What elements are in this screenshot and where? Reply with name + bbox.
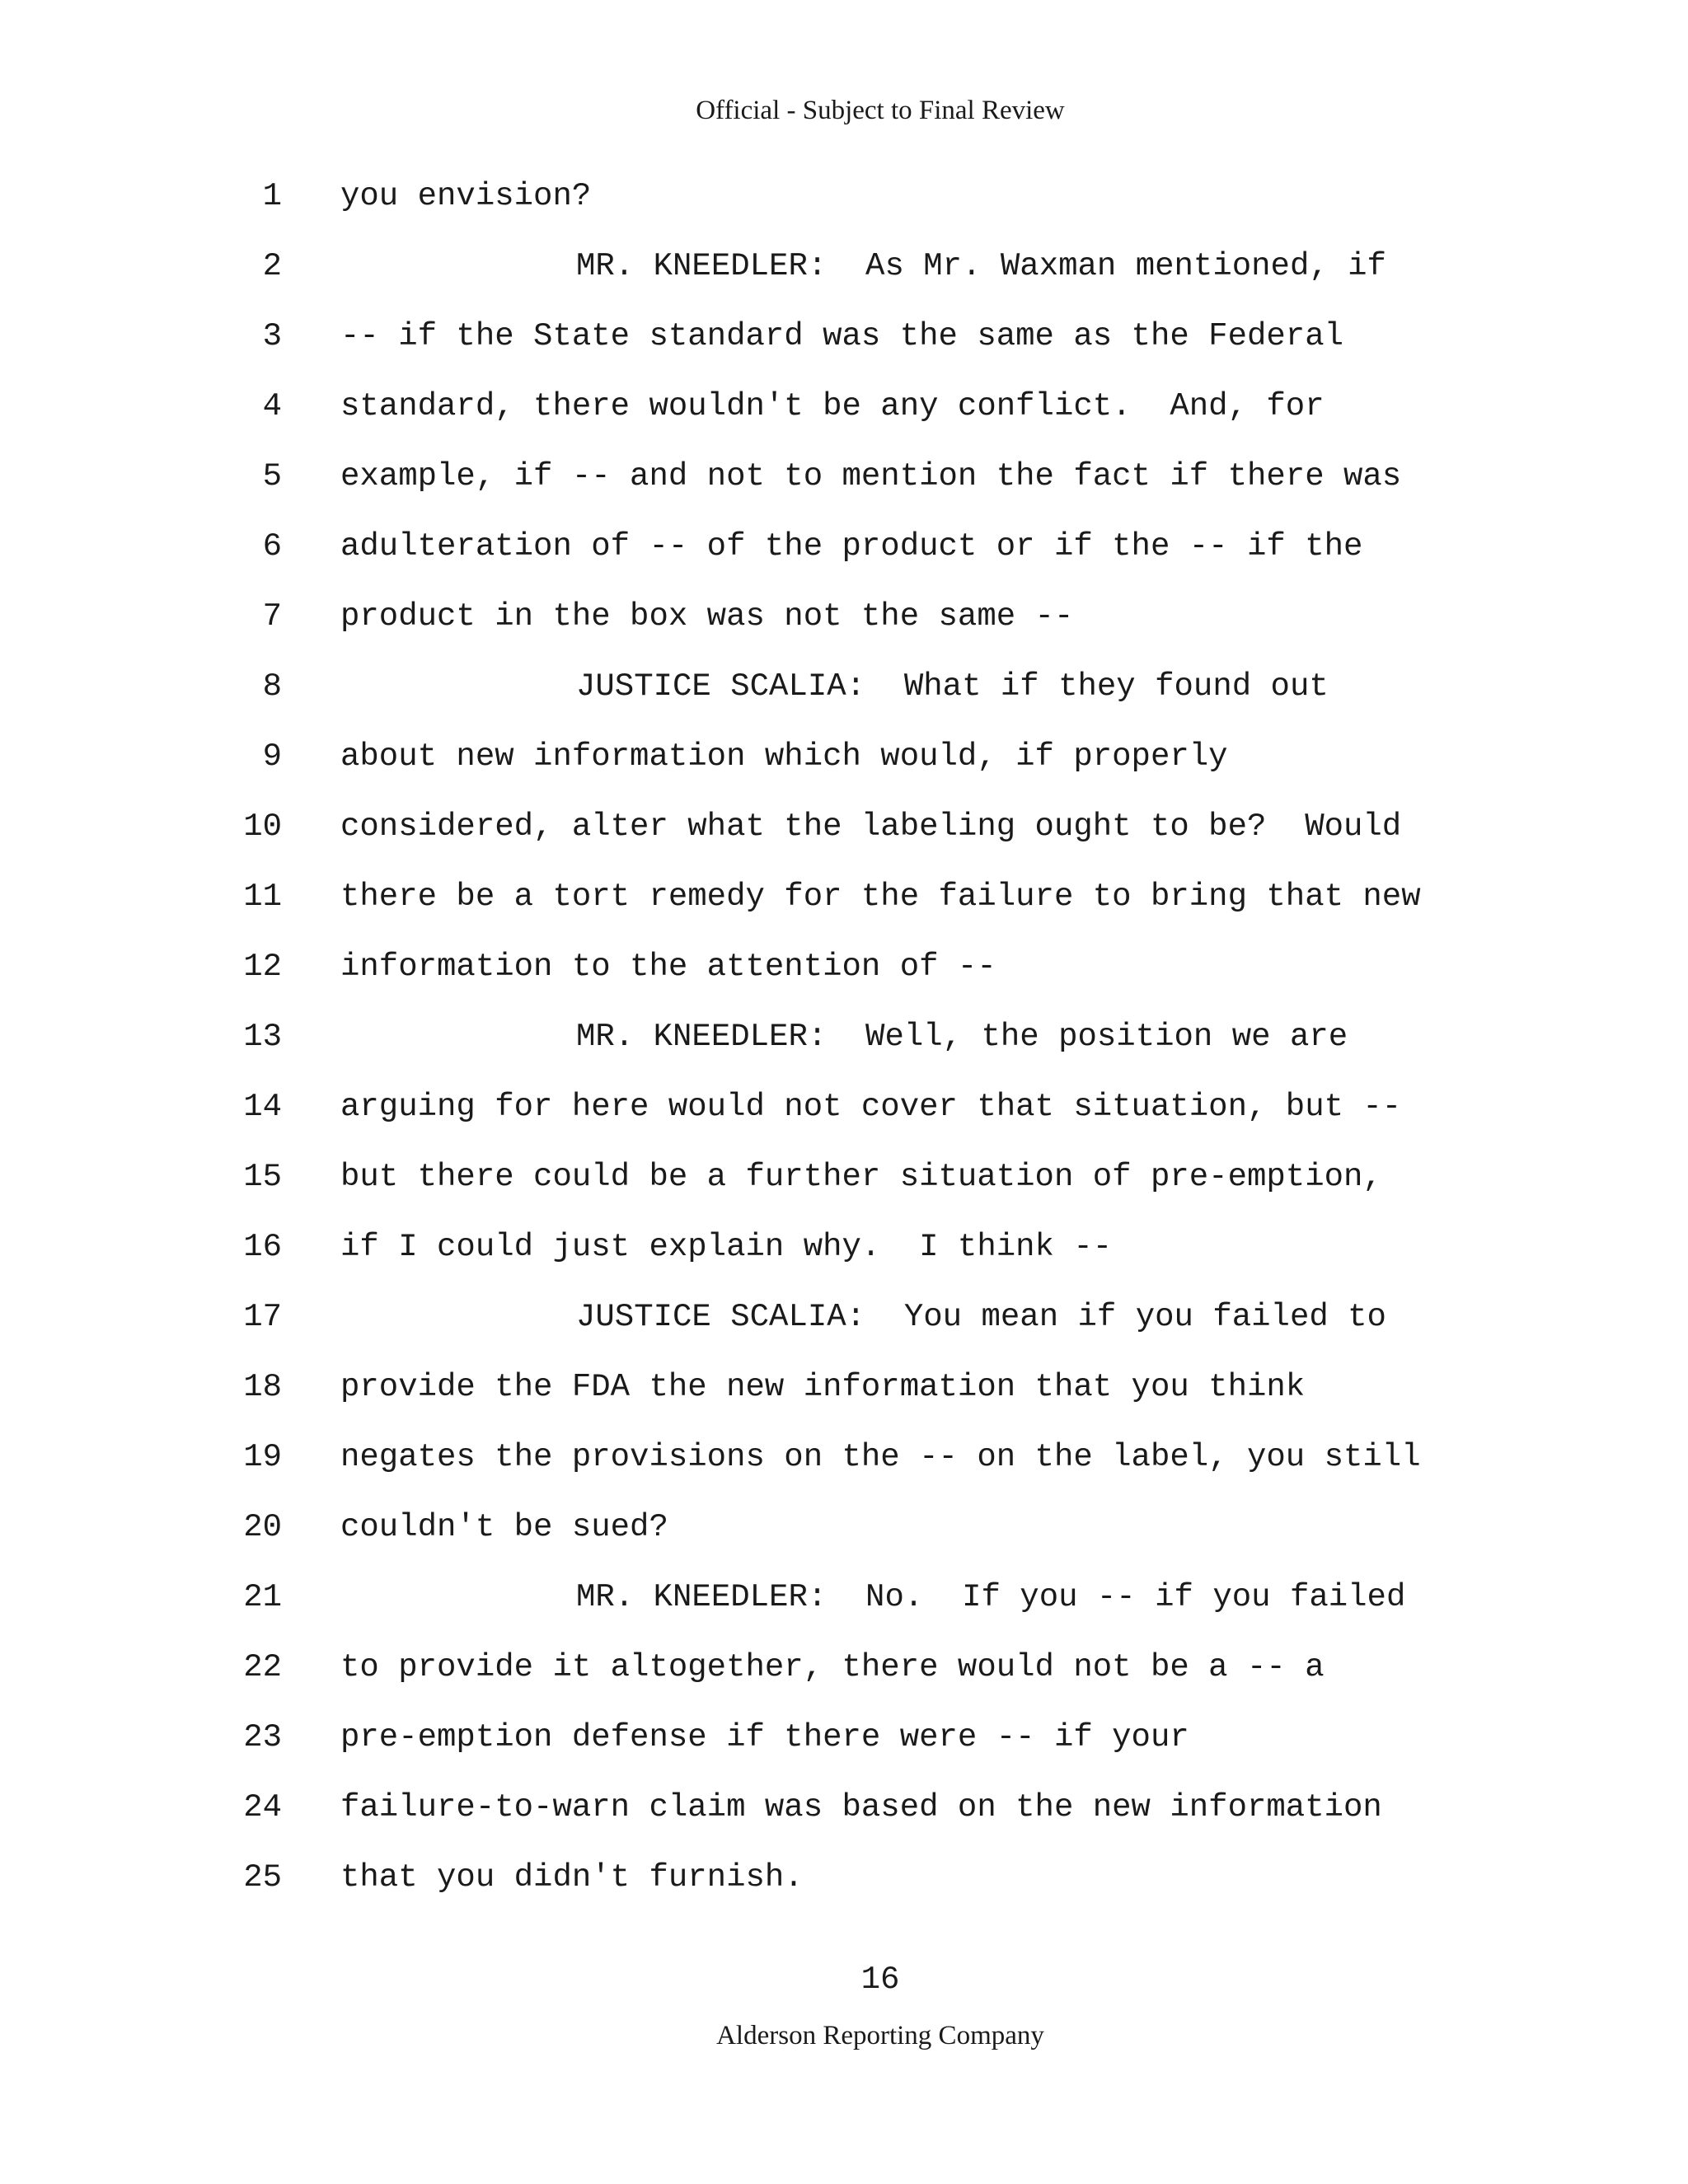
speaker-line-text: JUSTICE SCALIA: What if they found out <box>576 668 1329 705</box>
transcript-line <box>0 1640 1688 1710</box>
transcript-line <box>0 1150 1688 1220</box>
line-number: 21 <box>243 1579 282 1615</box>
line-number: 7 <box>262 598 282 635</box>
transcript-line <box>0 1430 1688 1500</box>
line-number: 11 <box>243 879 282 915</box>
line-number: 4 <box>262 388 282 424</box>
line-text: you envision? <box>340 178 592 214</box>
line-text: but there could be a further situation of pre-emption, <box>340 1159 1382 1195</box>
line-number: 12 <box>243 949 282 985</box>
transcript-line <box>0 1290 1688 1360</box>
line-number: 3 <box>262 318 282 354</box>
transcript-line <box>0 239 1688 309</box>
line-number: 15 <box>243 1159 282 1195</box>
line-text: information to the attention of -- <box>340 949 996 985</box>
transcript-line <box>0 1080 1688 1150</box>
transcript-line <box>0 449 1688 519</box>
line-number: 22 <box>243 1649 282 1685</box>
line-text: example, if -- and not to mention the fact if there was <box>340 458 1402 494</box>
speaker-line-text: JUSTICE SCALIA: You mean if you failed to <box>576 1299 1386 1335</box>
page-number: 16 <box>860 1961 900 1998</box>
transcript-line <box>0 589 1688 659</box>
line-number: 24 <box>243 1789 282 1825</box>
line-text: there be a tort remedy for the failure to bring that new <box>340 879 1421 915</box>
transcript-line <box>0 379 1688 449</box>
transcript-line <box>0 1710 1688 1780</box>
transcript-line <box>0 519 1688 589</box>
line-text: negates the provisions on the -- on the label, you still <box>340 1439 1421 1475</box>
line-number: 2 <box>262 248 282 284</box>
transcript-line <box>0 869 1688 940</box>
transcript-line <box>0 309 1688 379</box>
line-number: 8 <box>262 668 282 705</box>
line-text: -- if the State standard was the same as the Federal <box>340 318 1343 354</box>
line-text: if I could just explain why. I think -- <box>340 1229 1113 1265</box>
transcript-line <box>0 940 1688 1010</box>
transcript-line <box>0 799 1688 869</box>
line-number: 18 <box>243 1369 282 1405</box>
page-header: Official - Subject to Final Review <box>696 96 1065 125</box>
line-text: failure-to-warn claim was based on the new information <box>340 1789 1382 1825</box>
speaker-line-text: MR. KNEEDLER: As Mr. Waxman mentioned, if <box>576 248 1386 284</box>
line-text: about new information which would, if properly <box>340 738 1228 775</box>
transcript-line <box>0 1780 1688 1850</box>
speaker-line-text: MR. KNEEDLER: Well, the position we are <box>576 1019 1348 1055</box>
line-number: 10 <box>243 808 282 845</box>
line-number: 20 <box>243 1509 282 1545</box>
line-number: 5 <box>262 458 282 494</box>
line-number: 13 <box>243 1019 282 1055</box>
line-text: considered, alter what the labeling ought to be? Would <box>340 808 1402 845</box>
transcript-line <box>0 1360 1688 1430</box>
line-number: 9 <box>262 738 282 775</box>
transcript-body <box>0 169 1688 1920</box>
line-text: product in the box was not the same -- <box>340 598 1074 635</box>
transcript-line <box>0 1220 1688 1290</box>
line-text: couldn't be sued? <box>340 1509 668 1545</box>
line-text: pre-emption defense if there were -- if your <box>340 1719 1189 1755</box>
page-footer: Alderson Reporting Company <box>716 2021 1044 2050</box>
transcript-line <box>0 169 1688 239</box>
line-text: provide the FDA the new information that you think <box>340 1369 1306 1405</box>
line-number: 6 <box>262 528 282 565</box>
line-number: 14 <box>243 1089 282 1125</box>
transcript-line <box>0 1500 1688 1570</box>
transcript-line <box>0 1570 1688 1640</box>
transcript-line <box>0 659 1688 729</box>
transcript-line <box>0 1850 1688 1920</box>
line-text: that you didn't furnish. <box>340 1859 804 1896</box>
line-number: 23 <box>243 1719 282 1755</box>
transcript-line <box>0 729 1688 799</box>
line-number: 1 <box>262 178 282 214</box>
line-number: 19 <box>243 1439 282 1475</box>
transcript-line <box>0 1010 1688 1080</box>
line-text: arguing for here would not cover that situation, but -- <box>340 1089 1402 1125</box>
line-number: 25 <box>243 1859 282 1896</box>
line-text: adulteration of -- of the product or if the -- if the <box>340 528 1363 565</box>
speaker-line-text: MR. KNEEDLER: No. If you -- if you failed <box>576 1579 1406 1615</box>
line-number: 17 <box>243 1299 282 1335</box>
line-text: to provide it altogether, there would not be a -- a <box>340 1649 1325 1685</box>
line-number: 16 <box>243 1229 282 1265</box>
line-text: standard, there wouldn't be any conflict. And, for <box>340 388 1325 424</box>
